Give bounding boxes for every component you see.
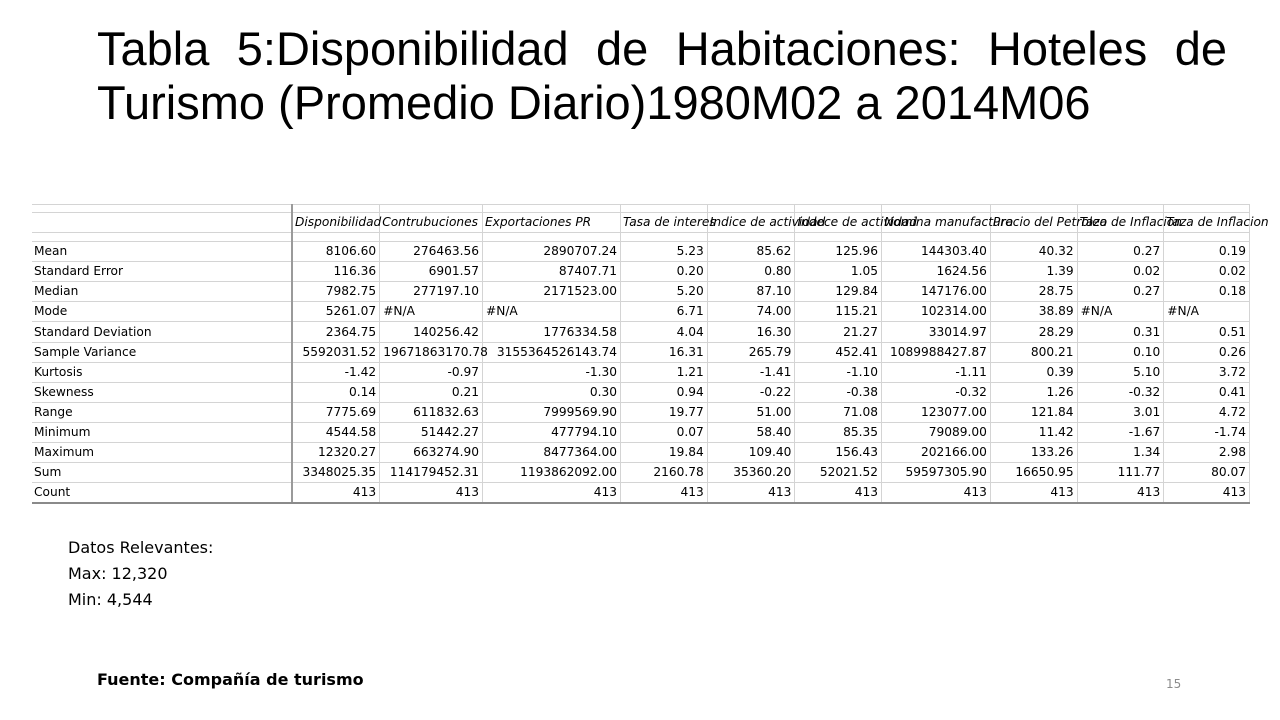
table-cell: 413 (482, 483, 620, 504)
row-label: Mean (32, 242, 292, 262)
notes-heading: Datos Relevantes: (68, 538, 214, 557)
table-cell: 1.34 (1077, 443, 1164, 463)
empty-cell (482, 204, 620, 213)
table-cell: -0.32 (1077, 382, 1164, 402)
empty-cell (482, 233, 620, 242)
table-row (32, 382, 1250, 402)
table-cell: 85.35 (795, 422, 882, 442)
table-cell: 8106.60 (292, 242, 380, 262)
table-cell: 16.31 (621, 342, 708, 362)
table-cell: 147176.00 (882, 282, 991, 302)
table-row (32, 342, 1250, 362)
table-cell: -0.97 (380, 362, 483, 382)
table-cell: 276463.56 (380, 242, 483, 262)
table-cell: 1.21 (621, 362, 708, 382)
table-cell: 477794.10 (482, 422, 620, 442)
table-cell: 413 (795, 483, 882, 504)
table-cell: 1776334.58 (482, 322, 620, 342)
row-label: Sample Variance (32, 342, 292, 362)
table-cell: 1089988427.87 (882, 342, 991, 362)
table-cell: 87.10 (707, 282, 795, 302)
table-cell: -0.22 (707, 382, 795, 402)
table-cell: 265.79 (707, 342, 795, 362)
table-cell: 19.77 (621, 402, 708, 422)
table-cell: -1.41 (707, 362, 795, 382)
table-cell: 3155364526143.74 (482, 342, 620, 362)
table-cell: 58.40 (707, 422, 795, 442)
table-cell: 0.14 (292, 382, 380, 402)
row-label: Mode (32, 302, 292, 322)
table-cell: 0.30 (482, 382, 620, 402)
table-cell: 16.30 (707, 322, 795, 342)
notes-min: Min: 4,544 (68, 590, 153, 609)
notes-max: Max: 12,320 (68, 564, 168, 583)
table-cell: 28.29 (990, 322, 1077, 342)
table-cell: 1193862092.00 (482, 463, 620, 483)
empty-cell (707, 233, 795, 242)
table-cell: 413 (292, 483, 380, 504)
table-cell: 413 (621, 483, 708, 504)
table-cell: 133.26 (990, 443, 1077, 463)
table-cell: 2171523.00 (482, 282, 620, 302)
descriptive-statistics-table (32, 204, 1269, 504)
row-label: Skewness (32, 382, 292, 402)
table-cell: 202166.00 (882, 443, 991, 463)
empty-cell (707, 204, 795, 213)
table-cell: 123077.00 (882, 402, 991, 422)
table-cell: 0.26 (1164, 342, 1250, 362)
table-cell: 35360.20 (707, 463, 795, 483)
table-cell: #N/A (1164, 302, 1250, 322)
table-cell: 129.84 (795, 282, 882, 302)
table-cell: 2364.75 (292, 322, 380, 342)
table-cell: 6.71 (621, 302, 708, 322)
table-cell: 0.20 (621, 262, 708, 282)
table-cell: 0.10 (1077, 342, 1164, 362)
table-cell: #N/A (1077, 302, 1164, 322)
row-label: Standard Deviation (32, 322, 292, 342)
table-row (32, 302, 1250, 322)
column-header: Indece de actividad (795, 213, 882, 233)
table-cell: 3348025.35 (292, 463, 380, 483)
row-label: Minimum (32, 422, 292, 442)
column-header: Taza de Inflacion (1164, 213, 1250, 233)
empty-cell (621, 233, 708, 242)
table-cell: 33014.97 (882, 322, 991, 342)
table-cell: -0.38 (795, 382, 882, 402)
table-cell: 85.62 (707, 242, 795, 262)
table-row (32, 443, 1250, 463)
table-cell: 0.07 (621, 422, 708, 442)
column-header: Taza de Inflacion (1077, 213, 1164, 233)
table-cell: 413 (882, 483, 991, 504)
table-row (32, 262, 1250, 282)
table-cell: 7999569.90 (482, 402, 620, 422)
column-header: Nomina manufactura (882, 213, 991, 233)
empty-cell (32, 204, 292, 213)
table-cell: 102314.00 (882, 302, 991, 322)
table-cell: 0.41 (1164, 382, 1250, 402)
table-cell: 0.27 (1077, 282, 1164, 302)
table-cell: -0.32 (882, 382, 991, 402)
table-cell: 0.21 (380, 382, 483, 402)
table-row (32, 282, 1250, 302)
table-cell: 5261.07 (292, 302, 380, 322)
table-cell: 0.31 (1077, 322, 1164, 342)
table-cell: 6901.57 (380, 262, 483, 282)
table-cell: 3.01 (1077, 402, 1164, 422)
table-cell: 5.20 (621, 282, 708, 302)
table-cell: 19671863170.78 (380, 342, 483, 362)
empty-cell (292, 204, 380, 213)
table-cell: 2890707.24 (482, 242, 620, 262)
table-cell: 109.40 (707, 443, 795, 463)
table-cell: 52021.52 (795, 463, 882, 483)
table-cell: 28.75 (990, 282, 1077, 302)
table-cell: 413 (990, 483, 1077, 504)
table-cell: 2160.78 (621, 463, 708, 483)
table-spacer-row (32, 233, 1250, 242)
table-cell: 0.94 (621, 382, 708, 402)
empty-cell (1164, 204, 1250, 213)
table-row (32, 362, 1250, 382)
column-header: Precio del Petroleo (990, 213, 1077, 233)
table-cell: 1.39 (990, 262, 1077, 282)
table-cell: 5592031.52 (292, 342, 380, 362)
table-header-row (32, 213, 1250, 233)
table-cell: 1624.56 (882, 262, 991, 282)
table-row (32, 483, 1250, 504)
row-label: Range (32, 402, 292, 422)
table-cell: 663274.90 (380, 443, 483, 463)
table-row (32, 322, 1250, 342)
table-cell: 0.27 (1077, 242, 1164, 262)
empty-cell (795, 204, 882, 213)
table-row (32, 422, 1250, 442)
table-cell: #N/A (482, 302, 620, 322)
table-cell: 115.21 (795, 302, 882, 322)
empty-cell (32, 233, 292, 242)
table-cell: 4.04 (621, 322, 708, 342)
table-cell: 71.08 (795, 402, 882, 422)
column-header: Contrubuciones (380, 213, 483, 233)
empty-cell (882, 204, 991, 213)
table-cell: 79089.00 (882, 422, 991, 442)
table-cell: 21.27 (795, 322, 882, 342)
statistics-table-container (32, 204, 1269, 512)
table-cell: 80.07 (1164, 463, 1250, 483)
table-cell: 40.32 (990, 242, 1077, 262)
table-cell: 16650.95 (990, 463, 1077, 483)
table-cell: -1.74 (1164, 422, 1250, 442)
table-cell: 7775.69 (292, 402, 380, 422)
header-empty-cell (32, 213, 292, 233)
row-label: Maximum (32, 443, 292, 463)
table-cell: 1.26 (990, 382, 1077, 402)
table-cell: #N/A (380, 302, 483, 322)
table-cell: 8477364.00 (482, 443, 620, 463)
table-cell: -1.10 (795, 362, 882, 382)
column-header: Tasa de interes (621, 213, 708, 233)
table-cell: 7982.75 (292, 282, 380, 302)
empty-cell (990, 233, 1077, 242)
row-label: Standard Error (32, 262, 292, 282)
table-row (32, 242, 1250, 262)
table-cell: 0.51 (1164, 322, 1250, 342)
empty-cell (882, 233, 991, 242)
row-label: Median (32, 282, 292, 302)
empty-cell (1077, 204, 1164, 213)
table-cell: 5.23 (621, 242, 708, 262)
table-cell: 0.18 (1164, 282, 1250, 302)
slide-number: 15 (1166, 677, 1182, 691)
table-cell: 800.21 (990, 342, 1077, 362)
table-cell: 0.19 (1164, 242, 1250, 262)
table-cell: 11.42 (990, 422, 1077, 442)
relevant-data-notes (68, 535, 213, 613)
table-cell: 140256.42 (380, 322, 483, 342)
table-cell: 144303.40 (882, 242, 991, 262)
table-cell: 51442.27 (380, 422, 483, 442)
row-label: Sum (32, 463, 292, 483)
empty-cell (990, 204, 1077, 213)
table-cell: 413 (707, 483, 795, 504)
table-spacer-row (32, 204, 1250, 213)
row-label: Kurtosis (32, 362, 292, 382)
table-cell: 4.72 (1164, 402, 1250, 422)
table-cell: -1.67 (1077, 422, 1164, 442)
table-cell: 0.02 (1164, 262, 1250, 282)
table-cell: 5.10 (1077, 362, 1164, 382)
table-cell: 111.77 (1077, 463, 1164, 483)
table-cell: 51.00 (707, 402, 795, 422)
row-label: Count (32, 483, 292, 504)
table-cell: 4544.58 (292, 422, 380, 442)
table-cell: 114179452.31 (380, 463, 483, 483)
table-cell: 12320.27 (292, 443, 380, 463)
table-row (32, 463, 1250, 483)
slide-title: Tabla 5:Disponibilidad de Habitaciones: Hoteles de Turismo (Promedio Diario)1980M02 a 2014M06 (97, 22, 1227, 129)
table-cell: -1.11 (882, 362, 991, 382)
column-header: Exportaciones PR (482, 213, 620, 233)
table-cell: 2.98 (1164, 443, 1250, 463)
source-citation: Fuente: Compañía de turismo (97, 670, 364, 689)
table-cell: 156.43 (795, 443, 882, 463)
table-cell: 74.00 (707, 302, 795, 322)
column-header: Indice de actividad (707, 213, 795, 233)
table-cell: 0.80 (707, 262, 795, 282)
table-cell: 413 (1164, 483, 1250, 504)
table-cell: 277197.10 (380, 282, 483, 302)
table-cell: 452.41 (795, 342, 882, 362)
empty-cell (1164, 233, 1250, 242)
table-cell: 0.39 (990, 362, 1077, 382)
table-cell: 413 (1077, 483, 1164, 504)
table-cell: 611832.63 (380, 402, 483, 422)
empty-cell (380, 204, 483, 213)
table-cell: 38.89 (990, 302, 1077, 322)
table-cell: 116.36 (292, 262, 380, 282)
empty-cell (292, 233, 380, 242)
table-cell: 19.84 (621, 443, 708, 463)
table-cell: -1.30 (482, 362, 620, 382)
table-cell: -1.42 (292, 362, 380, 382)
empty-cell (380, 233, 483, 242)
empty-cell (795, 233, 882, 242)
empty-cell (621, 204, 708, 213)
table-cell: 0.02 (1077, 262, 1164, 282)
table-cell: 87407.71 (482, 262, 620, 282)
empty-cell (1077, 233, 1164, 242)
table-cell: 1.05 (795, 262, 882, 282)
table-cell: 125.96 (795, 242, 882, 262)
column-header: Disponibilidad (292, 213, 380, 233)
table-cell: 3.72 (1164, 362, 1250, 382)
table-cell: 59597305.90 (882, 463, 991, 483)
table-cell: 121.84 (990, 402, 1077, 422)
table-row (32, 402, 1250, 422)
table-cell: 413 (380, 483, 483, 504)
